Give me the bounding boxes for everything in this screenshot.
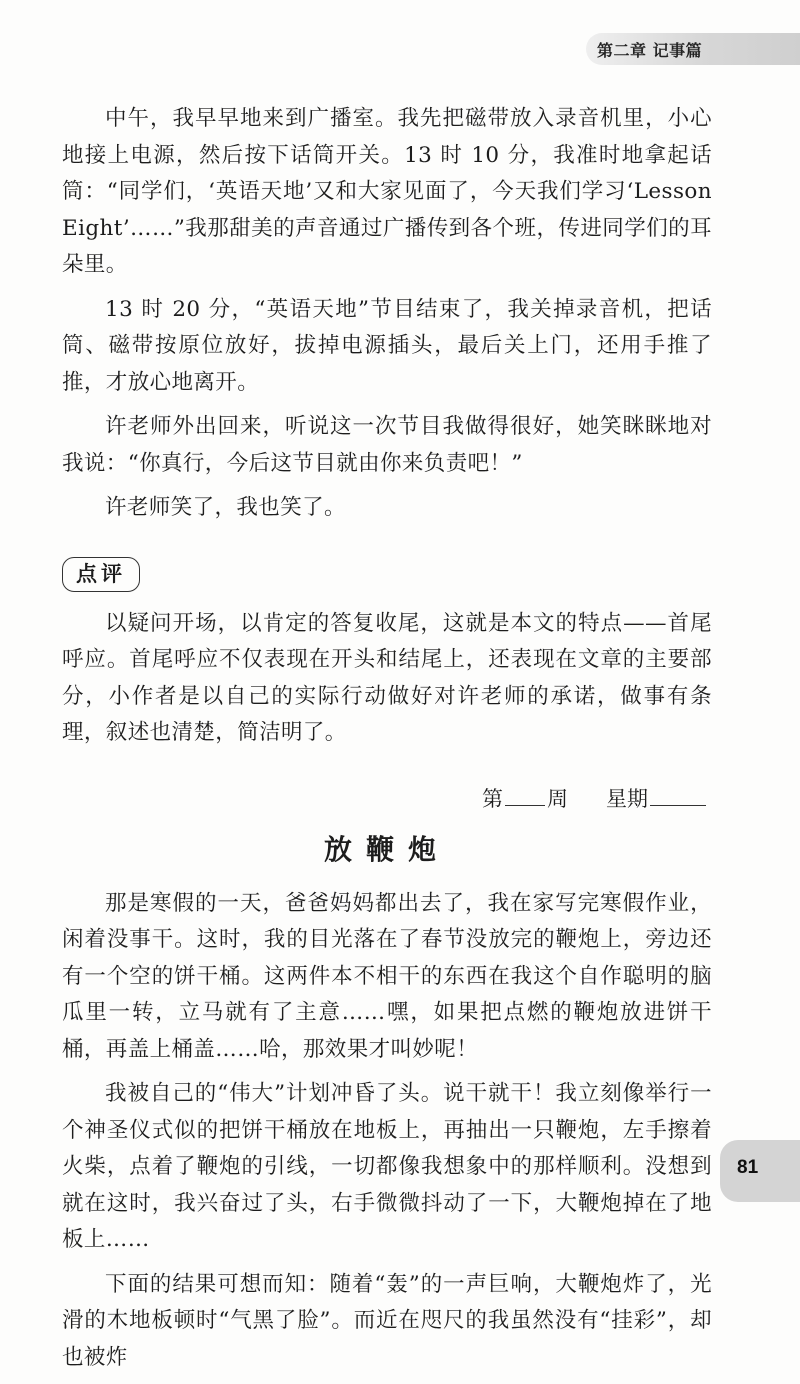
comment-label: 点评 (62, 557, 140, 592)
paragraph: 许老师外出回来，听说这一次节目我做得很好，她笑眯眯地对我说：“你真行，今后这节目就由你来负责吧！” (62, 414, 712, 476)
weekday-blank (650, 787, 706, 806)
story-title: 放鞭炮 (323, 832, 450, 866)
comment-text: 以疑问开场，以肯定的答复收尾，这就是本文的特点——首尾呼应。首尾呼应不仅表现在开头和结尾上，还表现在文章的主要部分，小作者是以自己的实际行动做好对许老师的承诺，做事有条理，叙述也清楚，简洁明了。 (62, 610, 712, 745)
week-line (62, 784, 706, 814)
weekday-label: 星期 (606, 786, 648, 811)
week-blank (505, 787, 545, 806)
paragraph: 13 时 20 分，“英语天地”节目结束了，我关掉录音机，把话筒、磁带按原位放好，拔掉电源插头，最后关上门，还用手推了推，才放心地离开。 (62, 296, 712, 395)
paragraph: 下面的结果可想而知：随着“轰”的一声巨响，大鞭炮炸了，光滑的木地板顿时“气黑了脸”。而近在咫尺的我虽然没有“挂彩”，却也被炸 (62, 1271, 712, 1370)
paragraph: 那是寒假的一天，爸爸妈妈都出去了，我在家写完寒假作业，闲着没事干。这时，我的目光落在了春节没放完的鞭炮上，旁边还有一个空的饼干桶。这两件本不相干的东西在我这个自作聪明的脑瓜里一转，立马就有了主意……嘿，如果把点燃的鞭炮放进饼干桶，再盖上桶盖……哈，那效果才叫妙呢！ (62, 890, 712, 1062)
page-number: 81 (737, 1157, 759, 1178)
week-di: 第 (482, 786, 503, 811)
paragraph: 中午，我早早地来到广播室。我先把磁带放入录音机里，小心地接上电源，然后按下话筒开关。13 时 10 分，我准时地拿起话筒：“同学们，‘英语天地’又和大家见面了，今天我们学习‘Lesson Eight’……”我那甜美的声音通过广播传到各个班，传进同学们的耳朵里。 (62, 106, 712, 277)
page-content (62, 101, 712, 1384)
chapter-header: 第二章 记事篇 (597, 41, 703, 60)
paragraph: 我被自己的“伟大”计划冲昏了头。说干就干！我立刻像举行一个神圣仪式似的把饼干桶放在地板上，再抽出一只鞭炮，左手擦着火柴，点着了鞭炮的引线，一切都像我想象中的那样顺利。没想到就在这时，我兴奋过了头，右手微微抖动了一下，大鞭炮掉在了地板上…… (62, 1081, 712, 1252)
paragraph: 许老师笑了，我也笑了。 (105, 495, 346, 520)
page-number-tab (720, 1140, 800, 1202)
week-zhou: 周 (547, 786, 568, 811)
